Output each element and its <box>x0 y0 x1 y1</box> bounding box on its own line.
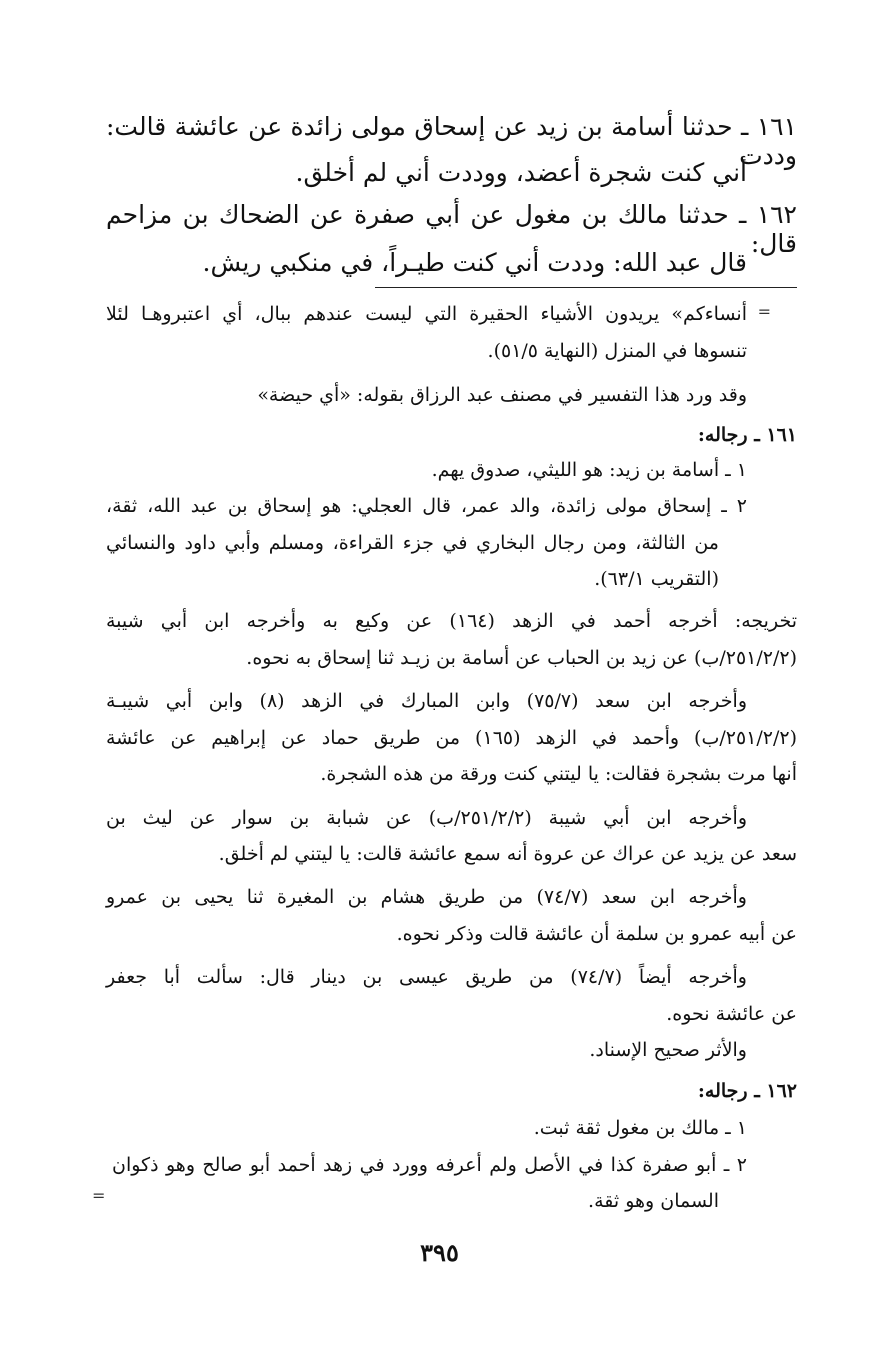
takhrij-6: والأثر صحيح الإسناد. <box>589 1039 747 1061</box>
takhrij-1b: (٢٥١/٢/٢/ب) عن زيد بن الحباب عن أسامة بن زيـد ثنا إسحاق به نحوه. <box>246 647 797 669</box>
continuation-mark-bottom: = <box>92 1186 106 1205</box>
takhrij-4b: عن أبيه عمرو بن سلمة أن عائشة قالت وذكر نحوه. <box>396 923 797 945</box>
narrator-161-1: ١ ـ أسامة بن زيد: هو الليثي، صدوق يهم. <box>431 459 747 481</box>
heading-161-narrators: ١٦١ ـ رجاله: <box>697 424 797 446</box>
narrator-162-1: ١ ـ مالك بن مغول ثقة ثبت. <box>533 1117 747 1139</box>
takhrij-2a: وأخرجه ابن سعد (٧٥/٧) وابن المبارك في الزهد (٨) وابن أبي شيبـة <box>106 690 747 712</box>
takhrij-3b: سعد عن يزيد عن عراك عن عروة أنه سمع عائشة قالت: يا ليتني لم أخلق. <box>218 843 797 865</box>
main-text-line-3: ١٦٢ ـ حدثنا مالك بن مغول عن أبي صفرة عن الضحاك بن مزاحم قال: <box>106 200 797 258</box>
takhrij-2b: (٢٥١/٢/٢/ب) وأحمد في الزهد (١٦٥) من طريق حماد عن إبراهيم عن عائشة <box>106 727 797 749</box>
footnote-line-2: تنسوها في المنزل (النهاية ٥١/٥). <box>487 340 747 362</box>
takhrij-5b: عن عائشة نحوه. <box>666 1003 797 1025</box>
narrator-161-2b: من الثالثة، ومن رجال البخاري في جزء القراءة، ومسلم وأبي داود والنسائي <box>106 532 719 554</box>
footnote-line-1: أنساءكم» يريدون الأشياء الحقيرة التي ليست عندهم ببال، أي اعتبروهـا لئلا <box>106 303 747 325</box>
takhrij-4a: وأخرجه ابن سعد (٧٤/٧) من طريق هشام بن المغيرة ثنا يحيى بن عمرو <box>106 886 747 908</box>
takhrij-3a: وأخرجه ابن أبي شيبة (٢٥١/٢/٢/ب) عن شبابة بن سوار عن ليث بن <box>106 807 747 829</box>
main-text-line-2: أني كنت شجرة أعضد، ووددت أني لم أخلق. <box>295 158 747 187</box>
continuation-mark: = <box>757 302 771 321</box>
takhrij-2c: أنها مرت بشجرة فقالت: يا ليتني كنت ورقة من هذه الشجرة. <box>320 763 797 785</box>
heading-162-narrators: ١٦٢ ـ رجاله: <box>697 1080 797 1102</box>
takhrij-1a: تخريجه: أخرجه أحمد في الزهد (١٦٤) عن وكيع به وأخرجه ابن أبي شيبة <box>106 610 798 632</box>
narrator-161-2c: (التقريب ٦٣/١). <box>594 568 719 590</box>
narrator-161-2a: ٢ ـ إسحاق مولى زائدة، والد عمر، قال العجلي: هو إسحاق بن عبد الله، ثقة، <box>106 495 747 517</box>
page-number: ٣٩٥ <box>420 1238 459 1267</box>
takhrij-5a: وأخرجه أيضاً (٧٤/٧) من طريق عيسى بن دينار قال: سألت أبا جعفر <box>106 966 747 988</box>
narrator-162-2a: ٢ ـ أبو صفرة كذا في الأصل ولم أعرفه وورد في زهد أحمد أبو صالح وهو ذكوان <box>112 1154 747 1176</box>
main-text-line-4: قال عبد الله: وددت أني كنت طيـراً، في منكبي ريش. <box>202 248 747 277</box>
footnote-separator <box>375 287 797 288</box>
narrator-162-2b: السمان وهو ثقة. <box>588 1190 719 1212</box>
main-text-line-1: ١٦١ ـ حدثنا أسامة بن زيد عن إسحاق مولى زائدة عن عائشة قالت: وددت <box>106 112 797 170</box>
footnote-line-3: وقد ورد هذا التفسير في مصنف عبد الرزاق بقوله: «أي حيضة» <box>257 384 747 406</box>
